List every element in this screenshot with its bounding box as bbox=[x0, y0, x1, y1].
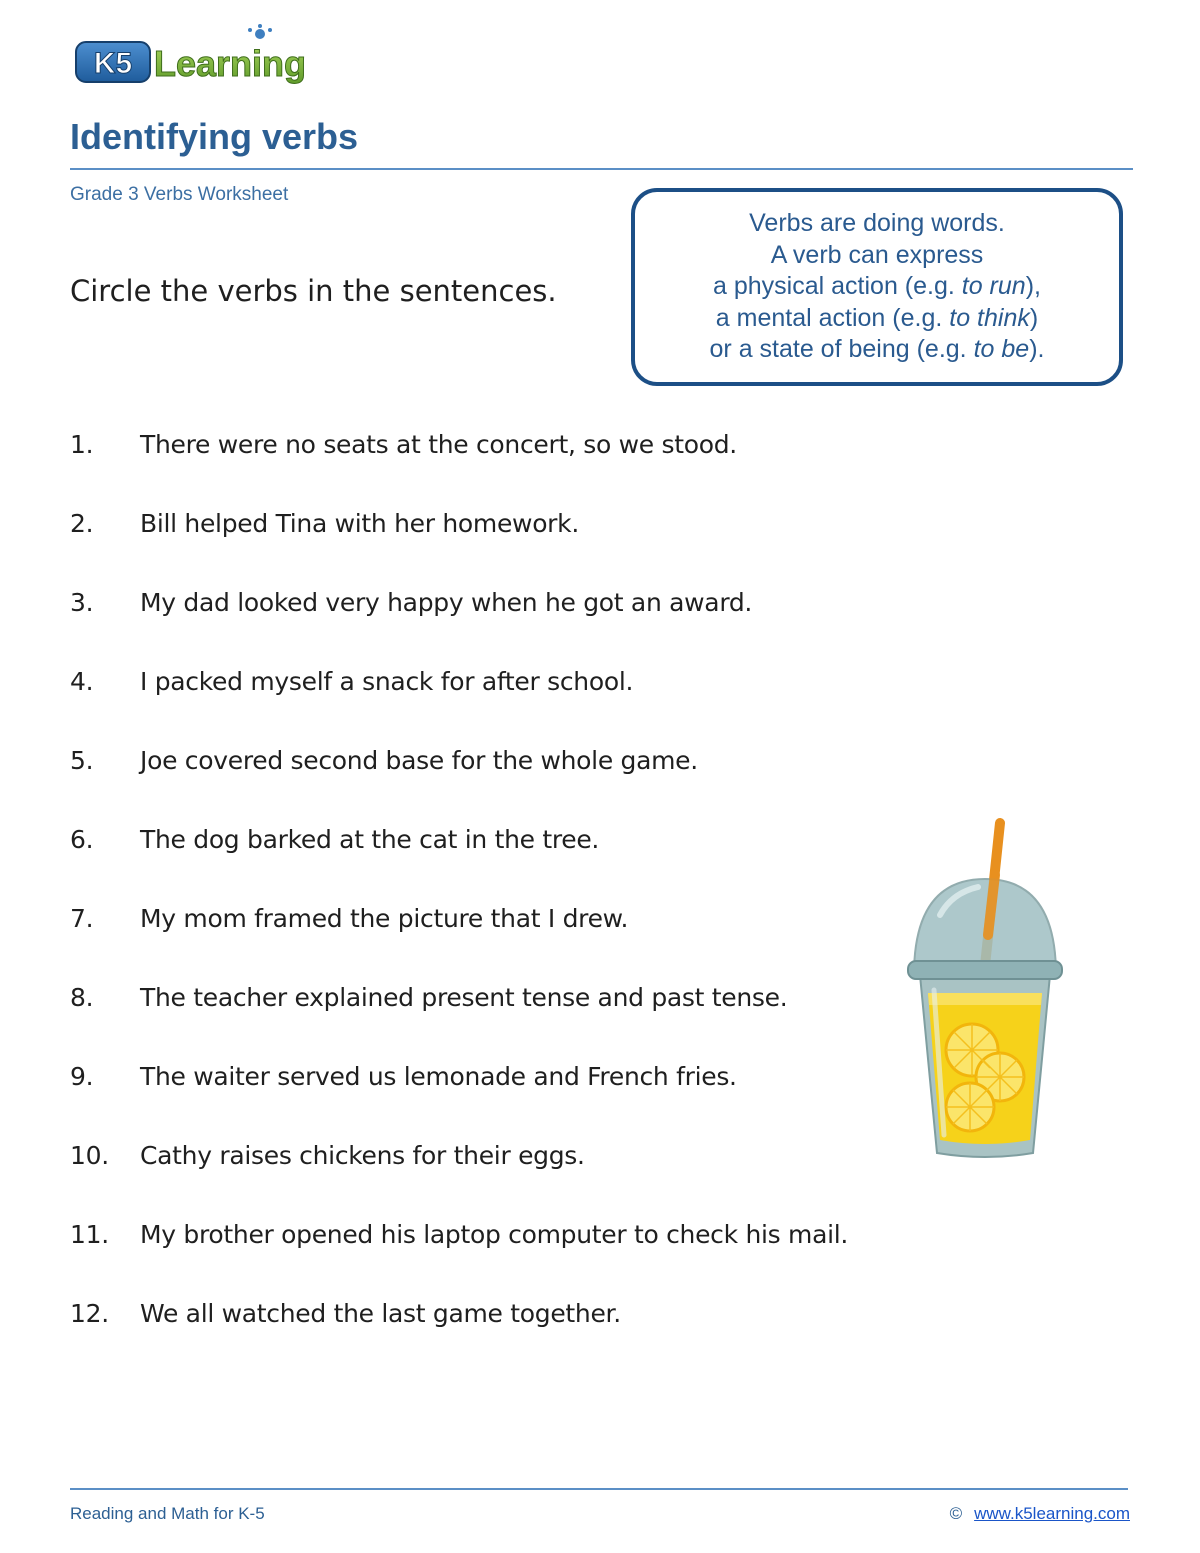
sentence-text[interactable]: Bill helped Tina with her homework. bbox=[140, 508, 579, 538]
sentence-item[interactable] bbox=[70, 740, 698, 780]
sentence-item[interactable] bbox=[70, 1214, 848, 1254]
sentence-number: 4. bbox=[70, 666, 94, 696]
sentence-text[interactable]: My mom framed the picture that I drew. bbox=[140, 903, 629, 933]
info-line-5: or a state of being (e.g. to be). bbox=[709, 335, 1045, 364]
k5-learning-logo bbox=[74, 24, 334, 94]
page-title: Identifying verbs bbox=[70, 116, 359, 157]
sentence-number: 12. bbox=[70, 1298, 109, 1328]
sentence-text[interactable]: Joe covered second base for the whole game. bbox=[140, 745, 698, 775]
sentence-number: 11. bbox=[70, 1219, 109, 1249]
sentence-text[interactable]: The dog barked at the cat in the tree. bbox=[140, 824, 600, 854]
svg-text:K5: K5 bbox=[93, 47, 133, 80]
svg-text:Learning: Learning bbox=[154, 43, 307, 84]
sentence-text[interactable]: We all watched the last game together. bbox=[140, 1298, 621, 1328]
sentence-number: 10. bbox=[70, 1140, 109, 1170]
worksheet-subtitle: Grade 3 Verbs Worksheet bbox=[70, 184, 289, 205]
info-line-4: a mental action (e.g. to think) bbox=[715, 303, 1039, 332]
sentence-item[interactable] bbox=[70, 503, 579, 543]
sentence-item[interactable] bbox=[70, 424, 737, 464]
sentence-number: 7. bbox=[70, 903, 94, 933]
sentence-item[interactable] bbox=[70, 1135, 585, 1175]
sentence-text[interactable]: Cathy raises chickens for their eggs. bbox=[140, 1140, 585, 1170]
footer-right bbox=[950, 1504, 1130, 1524]
sentence-number: 2. bbox=[70, 508, 94, 538]
info-line-2: A verb can express bbox=[770, 240, 984, 269]
sentence-number: 3. bbox=[70, 587, 94, 617]
copyright-symbol: © bbox=[949, 1504, 963, 1523]
sentence-item[interactable] bbox=[70, 1293, 621, 1333]
instruction-text: Circle the verbs in the sentences. bbox=[70, 274, 557, 308]
sentence-item[interactable] bbox=[70, 898, 628, 938]
sentence-number: 1. bbox=[70, 429, 94, 459]
sentence-item[interactable] bbox=[70, 977, 787, 1017]
sentence-item[interactable] bbox=[70, 661, 633, 701]
info-line-1: Verbs are doing words. bbox=[749, 209, 1005, 238]
sentence-number: 5. bbox=[70, 745, 94, 775]
sentence-number: 9. bbox=[70, 1061, 94, 1091]
sentence-number: 6. bbox=[70, 824, 94, 854]
sentence-text[interactable]: There were no seats at the concert, so we stood. bbox=[140, 429, 737, 459]
sentence-text[interactable]: My dad looked very happy when he got an award. bbox=[140, 587, 753, 617]
lemonade-cup-icon bbox=[900, 815, 1070, 1165]
sentence-text[interactable]: The teacher explained present tense and past tense. bbox=[140, 982, 788, 1012]
footer-tagline: Reading and Math for K-5 bbox=[70, 1504, 265, 1523]
k5learning-link[interactable]: www.k5learning.com bbox=[974, 1504, 1130, 1523]
info-line-3: a physical action (e.g. to run), bbox=[713, 272, 1041, 301]
sentence-text[interactable]: My brother opened his laptop computer to check his mail. bbox=[140, 1219, 849, 1249]
sentence-text[interactable]: The waiter served us lemonade and French fries. bbox=[140, 1061, 737, 1091]
footer-divider bbox=[70, 1488, 1128, 1490]
verb-definition-box bbox=[631, 188, 1123, 386]
header-divider bbox=[70, 168, 1133, 170]
sentence-item[interactable] bbox=[70, 819, 599, 859]
sentence-text[interactable]: I packed myself a snack for after school. bbox=[140, 666, 634, 696]
sentence-item[interactable] bbox=[70, 582, 752, 622]
sentence-number: 8. bbox=[70, 982, 94, 1012]
sentence-item[interactable] bbox=[70, 1056, 737, 1096]
